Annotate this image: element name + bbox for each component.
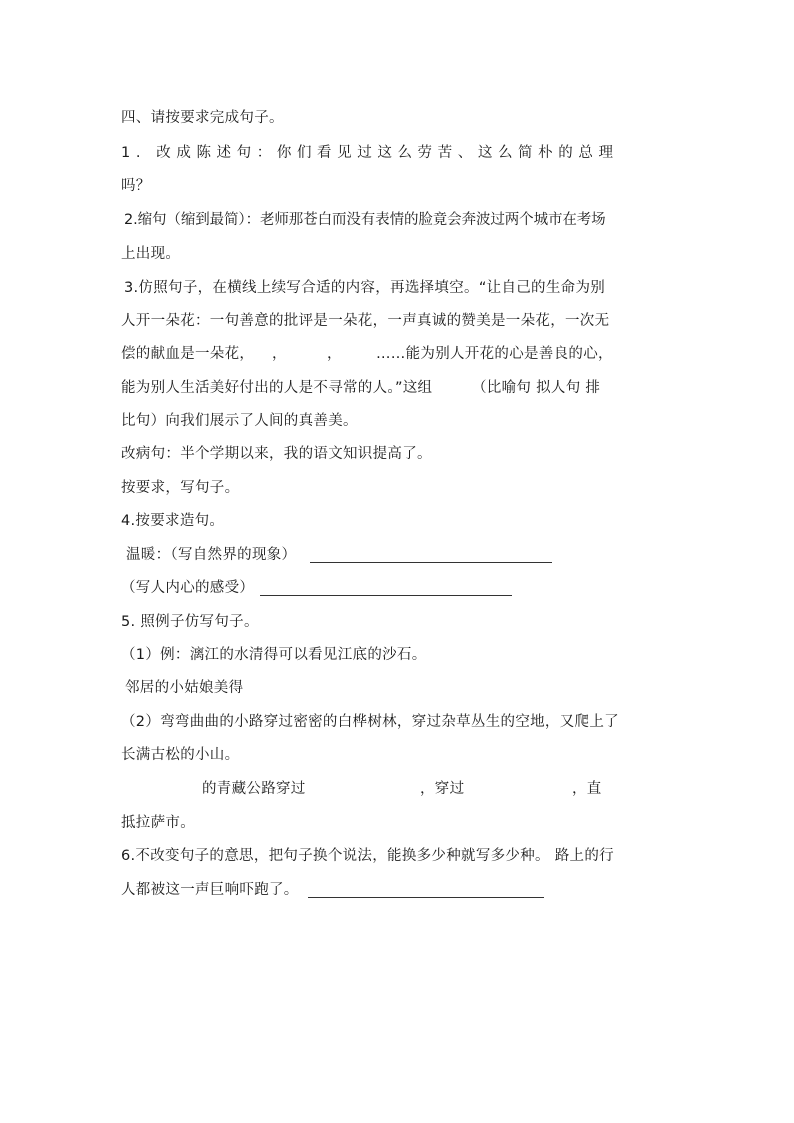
- q3-line-4b: （比喻句 拟人句 排: [472, 380, 601, 396]
- q3-line-1: 3.仿照句子，在横线上续写合适的内容，再选择填空。“让自己的生命为别: [124, 280, 606, 296]
- q5-example-1: （1）例：漓江的水清得可以看见江底的沙石。: [121, 647, 427, 663]
- q3-line-3b: ，: [272, 346, 287, 362]
- q4-item-2-blank[interactable]: [260, 595, 512, 596]
- q2-line-2: 上出现。: [121, 246, 181, 262]
- q3-line-3a: 偿的献血是一朵花，: [121, 346, 255, 362]
- q4-item-1-blank[interactable]: [310, 562, 552, 563]
- q5-example-1-prompt: 邻居的小姑娘美得: [125, 680, 244, 696]
- q1-line-1: 1. 改成陈述句：你们看见过这么劳苦、这么简朴的总理: [121, 145, 619, 161]
- q3-line-4a: 能为别人生活美好付出的人是不寻常的人。”这组: [121, 380, 433, 396]
- q5-example-2-line-2: 长满古松的小山。: [121, 747, 240, 763]
- q1-line-2: 吗？: [121, 178, 151, 194]
- correction-line: 改病句：半个学期以来，我的语文知识提高了。: [121, 446, 432, 462]
- q3-line-5: 比句）向我们展示了人间的真善美。: [121, 413, 358, 429]
- q2-line-1: 2.缩句（缩到最简）：老师那苍白而没有表情的脸竟会奔波过两个城市在考场: [124, 212, 606, 228]
- by-requirement-line: 按要求，写句子。: [121, 480, 240, 496]
- q4-title: 4.按要求造句。: [121, 513, 225, 529]
- section-title: 四、请按要求完成句子。: [121, 110, 284, 126]
- q5-example-2-line-1: （2）弯弯曲曲的小路穿过密密的白桦树林，穿过杂草丛生的空地，又爬上了: [121, 714, 619, 730]
- q6-blank[interactable]: [308, 897, 544, 898]
- q4-item-2: （写人内心的感受）: [121, 580, 255, 596]
- q5-title: 5. 照例子仿写句子。: [121, 614, 259, 630]
- q6-line-2: 人都被这一声巨响吓跑了。: [121, 882, 299, 898]
- q5-example-2-line-4: 抵拉萨市。: [121, 815, 195, 831]
- q3-line-2: 人开一朵花：一句善意的批评是一朵花，一声真诚的赞美是一朵花，一次无: [121, 313, 610, 329]
- q6-line-1: 6.不改变句子的意思，把句子换个说法，能换多少种就写多少种。 路上的行: [121, 848, 614, 864]
- q3-line-3d: ……能为别人开花的心是善良的心，: [376, 346, 613, 362]
- q3-line-3c: ，: [327, 346, 342, 362]
- q5-fill-b: ，穿过: [420, 781, 465, 797]
- q4-item-1: 温暖：（写自然界的现象）: [126, 547, 297, 563]
- q5-fill-a: 的青藏公路穿过: [202, 781, 306, 797]
- q5-fill-c: ，直: [572, 781, 602, 797]
